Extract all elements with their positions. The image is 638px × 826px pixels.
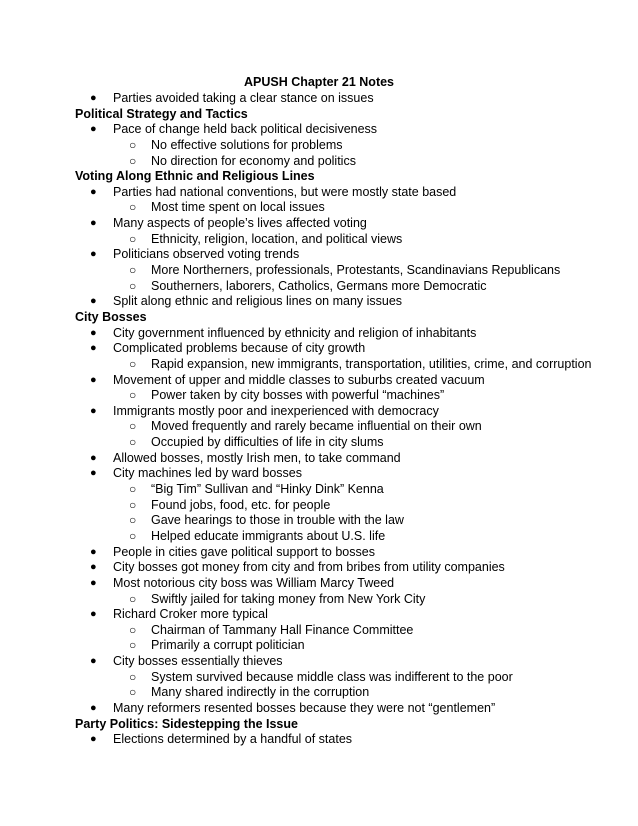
item-text: City bosses got money from city and from bribes from utility companies bbox=[113, 560, 505, 575]
bullet-item bbox=[0, 341, 638, 357]
item-text: Primarily a corrupt politician bbox=[151, 638, 305, 653]
bullet-icon: ● bbox=[90, 342, 97, 355]
bullet-icon: ● bbox=[90, 467, 97, 480]
section-heading bbox=[0, 717, 638, 733]
item-text: Richard Croker more typical bbox=[113, 607, 268, 622]
section-heading bbox=[0, 310, 638, 326]
sub-bullet-item bbox=[0, 592, 638, 608]
hollow-bullet-icon: ○ bbox=[129, 356, 137, 371]
hollow-bullet-icon: ○ bbox=[129, 278, 137, 293]
section-heading bbox=[0, 169, 638, 185]
section-heading bbox=[0, 107, 638, 123]
hollow-bullet-icon: ○ bbox=[129, 200, 137, 215]
hollow-bullet-icon: ○ bbox=[129, 231, 137, 246]
bullet-icon: ● bbox=[90, 404, 97, 417]
item-text: Moved frequently and rarely became influential on their own bbox=[151, 419, 482, 434]
bullet-icon: ● bbox=[90, 545, 97, 558]
item-text: Many reformers resented bosses because they were not “gentlemen” bbox=[113, 700, 496, 715]
item-text: Most notorious city boss was William Marcy Tweed bbox=[113, 575, 395, 590]
item-text: “Big Tim” Sullivan and “Hinky Dink” Kenna bbox=[151, 482, 384, 497]
bullet-item bbox=[0, 701, 638, 717]
bullet-icon: ● bbox=[90, 608, 97, 621]
item-text: Chairman of Tammany Hall Finance Committee bbox=[151, 622, 414, 637]
item-text: Gave hearings to those in trouble with the law bbox=[151, 513, 404, 528]
item-text: Movement of upper and middle classes to suburbs created vacuum bbox=[113, 372, 485, 387]
bullet-item bbox=[0, 607, 638, 623]
item-text: More Northerners, professionals, Protestants, Scandinavians Republicans bbox=[151, 263, 561, 278]
bullet-icon: ● bbox=[90, 561, 97, 574]
heading-text: Voting Along Ethnic and Religious Lines bbox=[75, 169, 315, 184]
item-text: Parties had national conventions, but were mostly state based bbox=[113, 184, 457, 199]
item-text: Immigrants mostly poor and inexperienced with democracy bbox=[113, 403, 439, 418]
item-text: Many shared indirectly in the corruption bbox=[151, 685, 370, 700]
bullet-item bbox=[0, 545, 638, 561]
hollow-bullet-icon: ○ bbox=[129, 153, 137, 168]
item-text: Found jobs, food, etc. for people bbox=[151, 497, 331, 512]
item-text: Most time spent on local issues bbox=[151, 200, 325, 215]
bullet-icon: ● bbox=[90, 123, 97, 136]
hollow-bullet-icon: ○ bbox=[129, 388, 137, 403]
sub-bullet-item bbox=[0, 138, 638, 154]
item-text: Helped educate immigrants about U.S. life bbox=[151, 528, 386, 543]
sub-bullet-item bbox=[0, 435, 638, 451]
hollow-bullet-icon: ○ bbox=[129, 263, 137, 278]
bullet-icon: ● bbox=[90, 733, 97, 746]
item-text: Politicians observed voting trends bbox=[113, 247, 300, 262]
sub-bullet-item bbox=[0, 357, 638, 373]
bullet-item bbox=[0, 122, 638, 138]
sub-bullet-item bbox=[0, 670, 638, 686]
bullet-item bbox=[0, 326, 638, 342]
bullet-item bbox=[0, 654, 638, 670]
bullet-icon: ● bbox=[90, 295, 97, 308]
item-text: Complicated problems because of city growth bbox=[113, 341, 366, 356]
item-text: Rapid expansion, new immigrants, transportation, utilities, crime, and corruption bbox=[151, 356, 592, 371]
item-text: Southerners, laborers, Catholics, Germans more Democratic bbox=[151, 278, 487, 293]
bullet-item bbox=[0, 216, 638, 232]
bullet-icon: ● bbox=[90, 701, 97, 714]
item-text: No effective solutions for problems bbox=[151, 137, 343, 152]
heading-text: Political Strategy and Tactics bbox=[75, 106, 248, 121]
item-text: Split along ethnic and religious lines on many issues bbox=[113, 294, 403, 309]
sub-bullet-item bbox=[0, 279, 638, 295]
bullet-item bbox=[0, 404, 638, 420]
item-text: People in cities gave political support to bosses bbox=[113, 544, 375, 559]
bullet-item bbox=[0, 247, 638, 263]
bullet-icon: ● bbox=[90, 185, 97, 198]
sub-bullet-item bbox=[0, 638, 638, 654]
sub-bullet-item bbox=[0, 623, 638, 639]
item-text: Pace of change held back political decisiveness bbox=[113, 122, 378, 137]
bullet-icon: ● bbox=[90, 92, 97, 104]
item-text: Allowed bosses, mostly Irish men, to take command bbox=[113, 450, 401, 465]
bullet-item bbox=[0, 732, 638, 748]
sub-bullet-item bbox=[0, 232, 638, 248]
item-text: Many aspects of people’s lives affected voting bbox=[113, 216, 367, 231]
item-text: Ethnicity, religion, location, and political views bbox=[151, 231, 403, 246]
hollow-bullet-icon: ○ bbox=[129, 497, 137, 512]
item-text: City machines led by ward bosses bbox=[113, 466, 302, 481]
sub-bullet-item bbox=[0, 388, 638, 404]
bullet-item bbox=[0, 373, 638, 389]
bullet-item bbox=[0, 466, 638, 482]
sub-bullet-item bbox=[0, 529, 638, 545]
bullet-item bbox=[0, 294, 638, 310]
sub-bullet-item bbox=[0, 513, 638, 529]
bullet-icon: ● bbox=[90, 217, 97, 230]
item-text: Elections determined by a handful of states bbox=[113, 732, 353, 747]
sub-bullet-item bbox=[0, 685, 638, 701]
hollow-bullet-icon: ○ bbox=[129, 419, 137, 434]
sub-bullet-item bbox=[0, 200, 638, 216]
hollow-bullet-icon: ○ bbox=[129, 685, 137, 700]
heading-text: Party Politics: Sidestepping the Issue bbox=[75, 716, 298, 731]
bullet-icon: ● bbox=[90, 373, 97, 386]
bullet-item bbox=[0, 451, 638, 467]
sub-bullet-item bbox=[0, 263, 638, 279]
sub-bullet-item bbox=[0, 498, 638, 514]
item-text: City bosses essentially thieves bbox=[113, 654, 283, 669]
hollow-bullet-icon: ○ bbox=[129, 591, 137, 606]
bullet-icon: ● bbox=[90, 248, 97, 261]
item-text: Swiftly jailed for taking money from New York City bbox=[151, 591, 426, 606]
hollow-bullet-icon: ○ bbox=[129, 622, 137, 637]
bullet-icon: ● bbox=[90, 326, 97, 339]
sub-bullet-item bbox=[0, 154, 638, 170]
hollow-bullet-icon: ○ bbox=[129, 638, 137, 653]
item-text: Parties avoided taking a clear stance on issues bbox=[113, 91, 374, 105]
document-title: APUSH Chapter 21 Notes bbox=[243, 75, 395, 89]
item-text: Power taken by city bosses with powerful “machines” bbox=[151, 388, 445, 403]
item-text: City government influenced by ethnicity and religion of inhabitants bbox=[113, 325, 477, 340]
item-text: Occupied by difficulties of life in city slums bbox=[151, 435, 384, 450]
hollow-bullet-icon: ○ bbox=[129, 669, 137, 684]
sub-bullet-item bbox=[0, 419, 638, 435]
bullet-icon: ● bbox=[90, 451, 97, 464]
heading-text: City Bosses bbox=[75, 309, 147, 324]
bullet-icon: ● bbox=[90, 655, 97, 668]
bullet-item bbox=[0, 91, 638, 107]
hollow-bullet-icon: ○ bbox=[129, 482, 137, 497]
bullet-item bbox=[0, 576, 638, 592]
item-text: No direction for economy and politics bbox=[151, 153, 356, 168]
bullet-item bbox=[0, 560, 638, 576]
hollow-bullet-icon: ○ bbox=[129, 528, 137, 543]
sub-bullet-item bbox=[0, 482, 638, 498]
bullet-icon: ● bbox=[90, 576, 97, 589]
item-text: System survived because middle class was indifferent to the poor bbox=[151, 669, 513, 684]
hollow-bullet-icon: ○ bbox=[129, 435, 137, 450]
bullet-item bbox=[0, 185, 638, 201]
hollow-bullet-icon: ○ bbox=[129, 513, 137, 528]
hollow-bullet-icon: ○ bbox=[129, 137, 137, 152]
notes-list bbox=[0, 91, 638, 748]
